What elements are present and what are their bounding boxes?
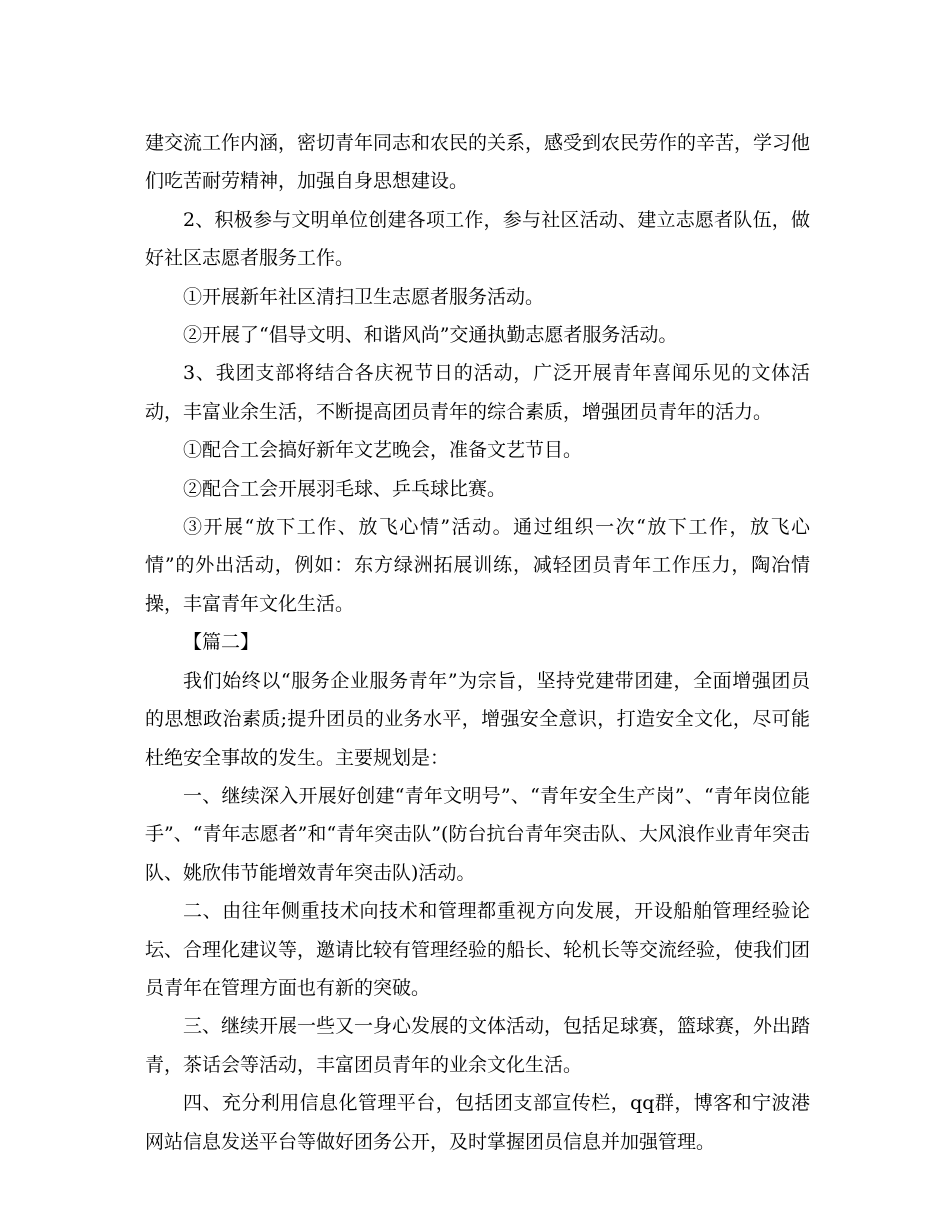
paragraph-subitem-3-2: ②配合工会开展羽毛球、乒乓球比赛。 [183,477,507,500]
paragraph-plan-1: 一、继续深入开展好创建“青年文明号”、“青年安全生产岗”、“青年岗位能手”、“青年志愿者”和“青年突击队”(防台抗台青年突击队、大风浪作业青年突击队、姚欣伟节能增效青年突击队)活动。 [145,784,810,884]
paragraph-item-3: 3、我团支部将结合各庆祝节日的活动，广泛开展青年喜闻乐见的文体活动，丰富业余生活，不断提高团员青年的综合素质，增强团员青年的活力。 [145,362,810,423]
paragraph-plan-4: 四、充分利用信息化管理平台，包括团支部宣传栏，qq群，博客和宁波港网站信息发送平台等做好团务公开，及时掌握团员信息并加强管理。 [145,1092,810,1153]
paragraph-plan-3: 三、继续开展一些又一身心发展的文体活动，包括足球赛，篮球赛，外出踏青，茶话会等活动，丰富团员青年的业余文化生活。 [145,1015,811,1076]
paragraph-continuation: 建交流工作内涵，密切青年同志和农民的关系，感受到农民劳作的辛苦，学习他们吃苦耐劳精神，加强自身思想建设。 [145,132,811,193]
document-page [145,124,810,1161]
paragraph-subitem-2-1: ①开展新年社区清扫卫生志愿者服务活动。 [183,285,545,308]
paragraph-subitem-3-1: ①配合工会搞好新年文艺晚会，准备文艺节目。 [183,439,583,462]
paragraph-intro: 我们始终以“服务企业服务青年”为宗旨，坚持党建带团建，全面增强团员的思想政治素质;提升团员的业务水平，增强安全意识，打造安全文化，尽可能杜绝安全事故的发生。主要规划是： [145,669,810,769]
paragraph-subitem-2-2: ②开展了“倡导文明、和谐风尚”交通执勤志愿者服务活动。 [183,324,678,347]
paragraph-subitem-3-3: ③开展“放下工作、放飞心情”活动。通过组织一次“放下工作，放飞心情”的外出活动，例如：东方绿洲拓展训练，减轻团员青年工作压力，陶冶情操，丰富青年文化生活。 [145,516,810,615]
paragraph-item-2: 2、积极参与文明单位创建各项工作，参与社区活动、建立志愿者队伍，做好社区志愿者服务工作。 [145,208,810,270]
section-heading: 【篇二】 [183,631,260,654]
paragraph-plan-2: 二、由往年侧重技术向技术和管理都重视方向发展，开设船舶管理经验论坛、合理化建议等，邀请比较有管理经验的船长、轮机长等交流经验，使我们团员青年在管理方面也有新的突破。 [145,900,811,999]
